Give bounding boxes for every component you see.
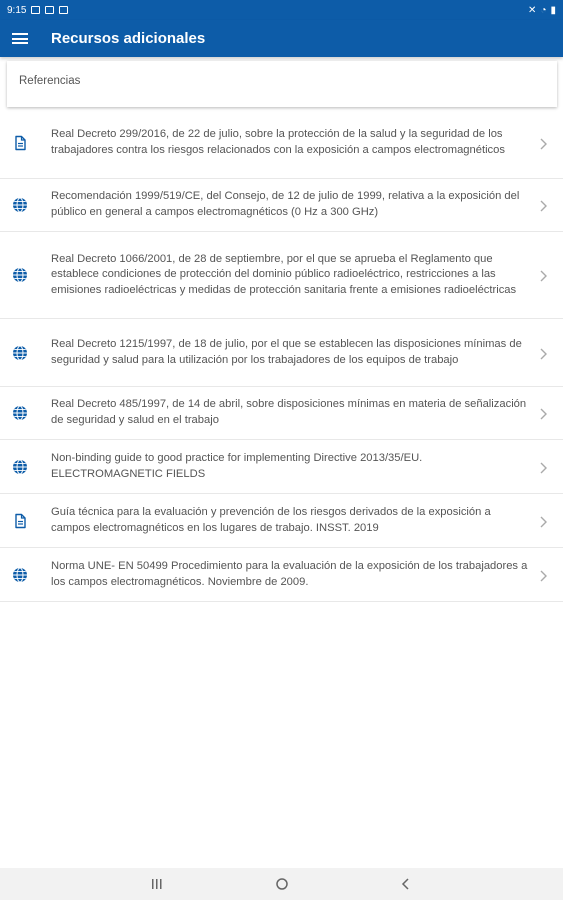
reference-item[interactable]	[0, 179, 563, 232]
reference-text: Non-binding guide to good practice for implementing Directive 2013/35/EU. ELECTROMAGNETIC FIELDS	[51, 451, 423, 480]
chevron-right-icon	[540, 269, 547, 281]
reference-text: Real Decreto 299/2016, de 22 de julio, sobre la protección de la salud y la seguridad de los trabajadores contra los riesgos relacionados con la exposición a campos electromagnéticos	[51, 127, 505, 156]
chevron-right-icon	[540, 569, 547, 581]
chevron-right-icon	[540, 347, 547, 359]
recent-apps-icon[interactable]	[151, 877, 163, 891]
chevron-right-icon	[540, 461, 547, 473]
reference-item[interactable]	[0, 440, 563, 494]
reference-text: Guía técnica para la evaluación y prevención de los riesgos derivados de la exposición a campos electromagnéticos en los lugares de trabajo. INSST. 2019	[51, 505, 491, 534]
home-icon[interactable]	[275, 877, 289, 891]
reference-item[interactable]	[0, 319, 563, 387]
wifi-icon: ◔	[540, 4, 547, 16]
globe-icon	[12, 197, 28, 213]
reference-item[interactable]	[0, 107, 563, 179]
reference-item[interactable]	[0, 387, 563, 440]
reference-item[interactable]	[0, 232, 563, 319]
reference-text: Recomendación 1999/519/CE, del Consejo, de 12 de julio de 1999, relativa a la exposición del público en general a campos electromagnéticos (0 Hz a 300 GHz)	[51, 190, 520, 218]
reference-item[interactable]	[0, 548, 563, 602]
document-icon	[12, 513, 28, 529]
mute-icon: ✕	[528, 4, 537, 16]
app-bar	[0, 20, 563, 57]
reference-item[interactable]	[0, 494, 563, 548]
chevron-right-icon	[540, 199, 547, 211]
reference-text: Real Decreto 1066/2001, de 28 de septiembre, por el que se aprueba el Reglamento que establece condiciones de protección del dominio público radioeléctrico, restricciones a las emisiones radioeléctricas y medidas de protección sanitaria frente a emisiones radioeléctricas	[51, 252, 517, 296]
battery-icon: ▮	[550, 4, 556, 16]
reference-text: Norma UNE- EN 50499 Procedimiento para la evaluación de la exposición de los trabajadores a los campos electromagnéticos. Noviembre de 2009.	[51, 559, 528, 588]
globe-icon	[12, 459, 28, 475]
references-list	[0, 107, 563, 602]
status-bar	[0, 0, 563, 20]
back-icon[interactable]	[401, 877, 411, 891]
page-title: Recursos adicionales	[51, 30, 206, 47]
globe-icon	[12, 267, 28, 283]
globe-icon	[12, 567, 28, 583]
status-time: 9:15	[7, 4, 27, 16]
gallery-notification-icon	[45, 6, 54, 14]
document-icon	[12, 135, 28, 151]
references-header-card	[7, 61, 557, 107]
chevron-right-icon	[540, 137, 547, 149]
globe-icon	[12, 345, 28, 361]
chevron-right-icon	[540, 515, 547, 527]
reference-text: Real Decreto 1215/1997, de 18 de julio, por el que se establecen las disposiciones mínimas de seguridad y salud para la utilización por los trabajadores de los equipos de trabajo	[51, 337, 522, 366]
photo-notification-icon	[59, 6, 68, 14]
image-notification-icon	[31, 6, 40, 14]
references-label: Referencias	[19, 75, 81, 87]
reference-text: Real Decreto 485/1997, de 14 de abril, sobre disposiciones mínimas en materia de señalización de seguridad y salud en el trabajo	[51, 398, 527, 426]
chevron-right-icon	[540, 407, 547, 419]
system-navigation-bar	[0, 868, 563, 900]
globe-icon	[12, 405, 28, 421]
hamburger-menu-icon[interactable]	[12, 31, 28, 47]
